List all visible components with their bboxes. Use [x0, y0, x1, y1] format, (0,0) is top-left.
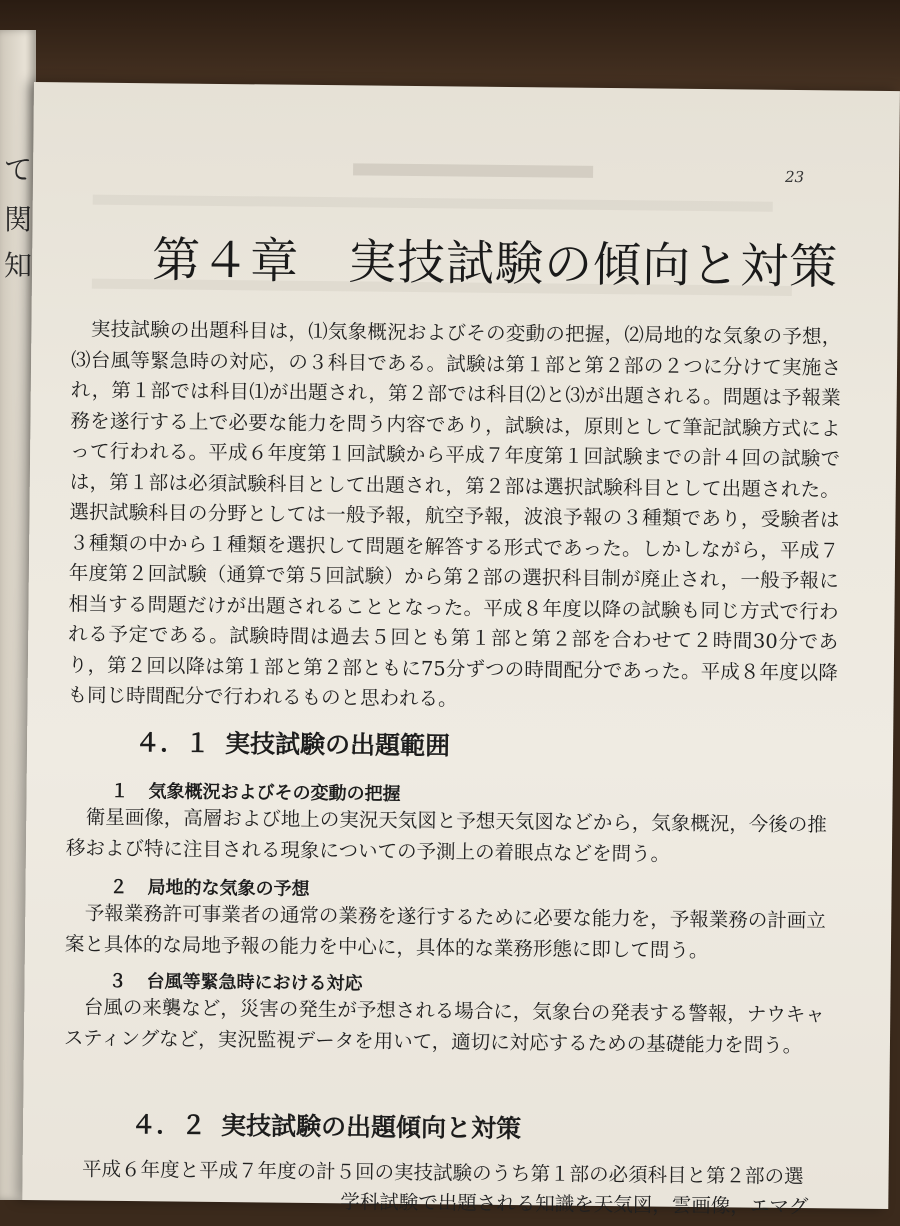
- section-body-line: 平成６年度と平成７年度の計５回の実技試験のうち第１部の必須科目と第２部の選: [81, 1157, 804, 1189]
- left-page-char: 知: [4, 249, 33, 282]
- subsection-title: 気象概況およびその変動の把握: [148, 781, 401, 805]
- running-header-bleed: [353, 163, 593, 178]
- subsection-heading: [109, 873, 309, 901]
- page-number: 23: [784, 167, 805, 187]
- show-through-text: [93, 195, 773, 212]
- subsection-body: 予報業務許可事業者の通常の業務を遂行するために必要な能力を，予報業務の計画立案と具体的な局地予報の能力を中心に，具体的な業務形態に即して問う。: [64, 901, 826, 962]
- section-title: 実技試験の出題傾向と対策: [220, 1111, 522, 1144]
- chapter-title: 第４章 実技試験の傾向と対策: [151, 232, 839, 296]
- subsection-title: 局地的な気象の予想: [147, 877, 310, 900]
- left-page-char: て: [4, 153, 33, 186]
- subsection-heading: [108, 967, 362, 996]
- section-number: ４．２: [130, 1110, 207, 1140]
- subsection-heading: [110, 777, 400, 806]
- section-number: ４．１: [134, 728, 211, 758]
- subsection-number: ３: [108, 970, 127, 993]
- subsection-number: １: [110, 780, 129, 803]
- section-title: 実技試験の出題範囲: [224, 729, 451, 761]
- section-body-line: 学科試験で出題される知識を天気図，雲画像，エマグ: [340, 1190, 809, 1219]
- section-heading-4-1: [135, 723, 450, 762]
- intro-paragraph: 実技試験の出題科目は，⑴気象概況およびその変動の把握，⑵局地的な気象の予想，⑶台風等緊急時の対応，の３科目である。試験は第１部と第２部の２つに分けて実施され，第１部では科目⑴が出題され，第２部では科目⑵と⑶が出題される。問題は予報業務を遂行する上で必要な能力を問う内容であり，試験は，原則として筆記試験方式によって行われる。平成６年度第１回試験から平成７年度第１回試験までの計４回の試験では，第１部は必須試験科目として出題され，第２部は選択試験科目として出題された。選択試験科目の分野としては一般予報，航空予報，波浪予報の３種類であり，受験者は３種類の中から１種類を選択して問題を解答する形式であった。しかしながら，平成７年度第２回試験（通算で第５回試験）から第２部の選択科目制が廃止され，一般予報に相当する問題だけが出題されることとなった。平成８年度以降の試験も同じ方式で行われる予定である。試験時間は過去５回とも第１部と第２部を合わせて２時間30分であり，第２回以降は第１部と第２部ともに75分ずつの時間配分であった。平成８年度以降も同じ時間配分で行われるものと思われる。: [67, 317, 842, 711]
- intro-text: [67, 314, 841, 719]
- subsection-number: ２: [109, 876, 128, 899]
- subsection-title: 台風等緊急時における対応: [146, 971, 363, 995]
- section-heading-4-2: [131, 1105, 521, 1145]
- left-page-char: 関: [4, 203, 33, 236]
- subsection-body: 衛星画像，高層および地上の実況天気図と予想天気図などから，気象概況，今後の推移および特に注目される現象についての予測上の着眼点などを問う。: [65, 805, 827, 866]
- book-page: [22, 82, 900, 1219]
- subsection-body: 台風の来襲など，災害の発生が予想される場合に，気象台の発表する警報，ナウキャスティングなど，実況監視データを用いて，適切に対応するための基礎能力を問う。: [63, 995, 825, 1057]
